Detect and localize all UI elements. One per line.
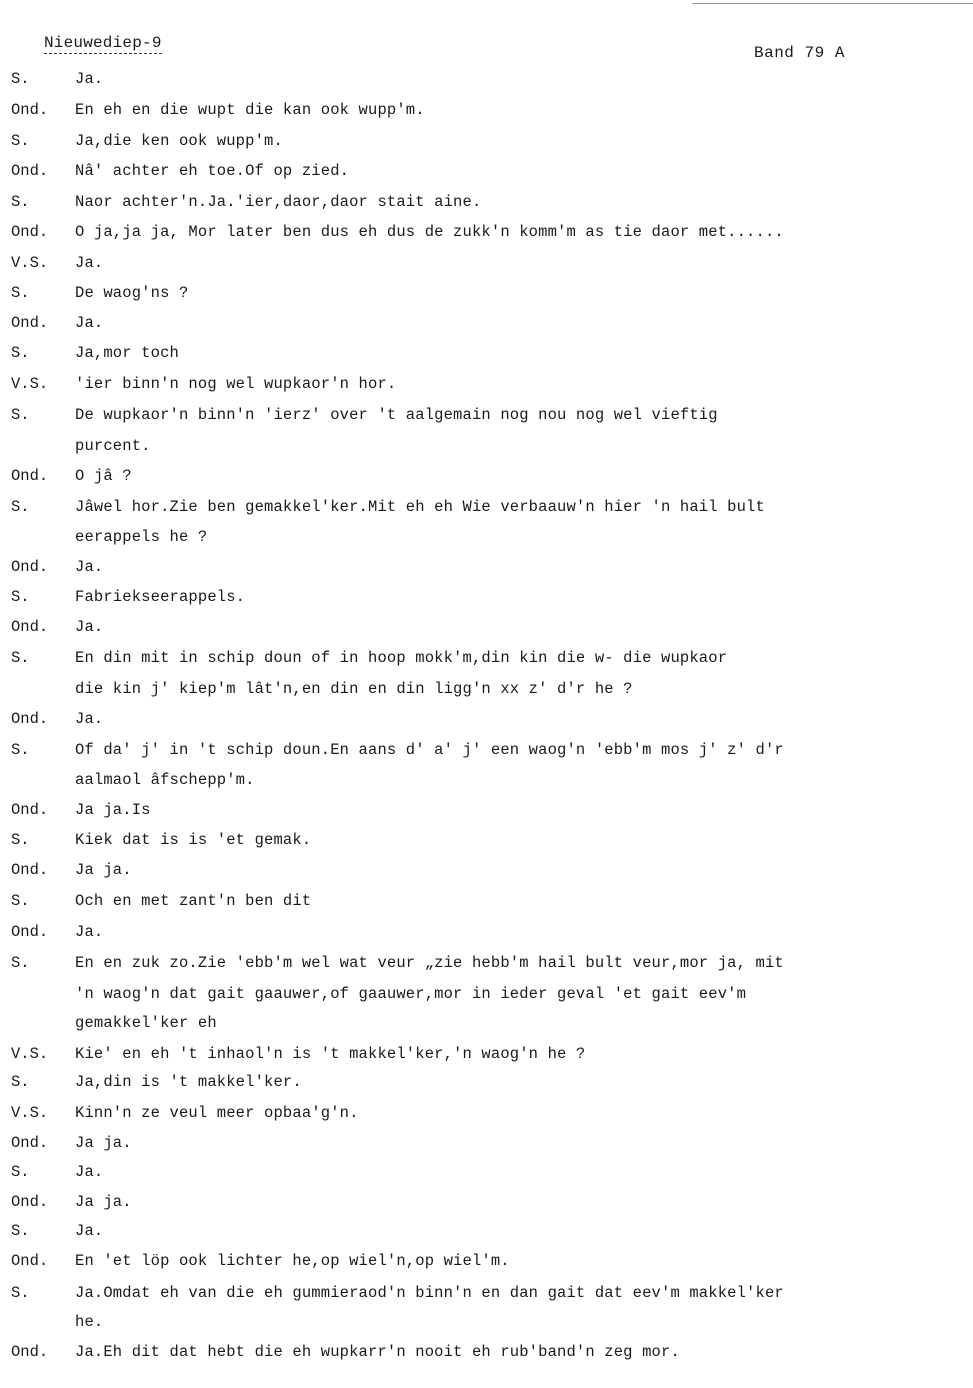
transcript-line [0, 985, 973, 1015]
speaker-label: S. [11, 831, 30, 849]
utterance-text: Ja. [75, 254, 104, 272]
transcript-line [0, 1343, 973, 1373]
utterance-text: En din mit in schip doun of in hoop mokk'm,din kin die w- die wupkaor [75, 649, 728, 667]
transcript-line [0, 801, 973, 831]
transcript-line [0, 528, 973, 558]
utterance-text: Ja. [75, 923, 104, 941]
utterance-text: De waog'ns ? [75, 284, 189, 302]
transcript-line [0, 558, 973, 588]
transcript-line [0, 1193, 973, 1223]
utterance-text: he. [75, 1313, 104, 1331]
speaker-label: Ond. [11, 923, 49, 941]
utterance-text: Jâwel hor.Zie ben gemakkel'ker.Mit eh eh Wie verbaauw'n hier 'n hail bult [75, 498, 765, 516]
transcript-line [0, 1252, 973, 1282]
transcript-line [0, 344, 973, 374]
transcript-line [0, 861, 973, 891]
speaker-label: V.S. [11, 254, 49, 272]
utterance-text: Naor achter'n.Ja.'ier,daor,daor stait aine. [75, 193, 482, 211]
speaker-label: S. [11, 588, 30, 606]
utterance-text: Of da' j' in 't schip doun.En aans d' a' j' een waog'n 'ebb'm mos j' z' d'r [75, 741, 784, 759]
transcript-line [0, 1073, 973, 1103]
transcript-line [0, 1163, 973, 1193]
speaker-label: S. [11, 132, 30, 150]
transcript-line [0, 406, 973, 436]
transcript-line [0, 1104, 973, 1134]
speaker-label: V.S. [11, 375, 49, 393]
transcript-line [0, 954, 973, 984]
utterance-text: En en zuk zo.Zie 'ebb'm wel wat veur „zie hebb'm hail bult veur,mor ja, mit [75, 954, 784, 972]
utterance-text: O ja,ja ja, Mor later ben dus eh dus de zukk'n komm'm as tie daor met...... [75, 223, 784, 241]
speaker-label: Ond. [11, 1343, 49, 1361]
utterance-text: Ja ja. [75, 1134, 132, 1152]
speaker-label: Ond. [11, 101, 49, 119]
transcript-line [0, 1014, 973, 1044]
transcript-line [0, 1045, 973, 1075]
transcript-line [0, 649, 973, 679]
speaker-label: Ond. [11, 801, 49, 819]
utterance-text: Fabriekseerappels. [75, 588, 246, 606]
utterance-text: Ja.Eh dit dat hebt die eh wupkarr'n nooit eh rub'band'n zeg mor. [75, 1343, 680, 1361]
utterance-text: Ja. [75, 710, 104, 728]
utterance-text: 'n waog'n dat gait gaauwer,of gaauwer,mor in ieder geval 'et gait eev'm [75, 985, 747, 1003]
tape-label: Band 79 A [754, 44, 845, 62]
utterance-text: En eh en die wupt die kan ook wupp'm. [75, 101, 425, 119]
speaker-label: S. [11, 284, 30, 302]
transcript-line [0, 588, 973, 618]
speaker-label: V.S. [11, 1104, 49, 1122]
utterance-text: aalmaol âfschepp'm. [75, 771, 255, 789]
speaker-label: Ond. [11, 1252, 49, 1270]
utterance-text: eerappels he ? [75, 528, 208, 546]
utterance-text: Ja ja.Is [75, 801, 151, 819]
speaker-label: S. [11, 1284, 30, 1302]
speaker-label: Ond. [11, 861, 49, 879]
utterance-text: Ja,mor toch [75, 344, 179, 362]
utterance-text: Ja,die ken ook wupp'm. [75, 132, 283, 150]
utterance-text: Ja.Omdat eh van die eh gummieraod'n binn'n en dan gait dat eev'm makkel'ker [75, 1284, 784, 1302]
transcript-line [0, 193, 973, 223]
speaker-label: S. [11, 344, 30, 362]
transcript-line [0, 70, 973, 100]
transcript-line [0, 375, 973, 405]
utterance-text: Nâ' achter eh toe.Of op zied. [75, 162, 350, 180]
utterance-text: De wupkaor'n binn'n 'ierz' over 't aalgemain nog nou nog wel vieftig [75, 406, 718, 424]
speaker-label: S. [11, 406, 30, 424]
utterance-text: Ja. [75, 70, 104, 88]
transcript-line [0, 132, 973, 162]
utterance-text: O jâ ? [75, 467, 132, 485]
speaker-label: Ond. [11, 558, 49, 576]
utterance-text: Ja,din is 't makkel'ker. [75, 1073, 302, 1091]
transcript-line [0, 467, 973, 497]
transcript-line [0, 223, 973, 253]
utterance-text: Ja. [75, 1222, 104, 1240]
utterance-text: Ja ja. [75, 861, 132, 879]
transcript-line [0, 680, 973, 710]
speaker-label: S. [11, 649, 30, 667]
speaker-label: Ond. [11, 314, 49, 332]
speaker-label: S. [11, 498, 30, 516]
speaker-label: Ond. [11, 467, 49, 485]
transcript-line [0, 162, 973, 192]
utterance-text: Kie' en eh 't inhaol'n is 't makkel'ker,'n waog'n he ? [75, 1045, 586, 1063]
speaker-label: S. [11, 193, 30, 211]
speaker-label: S. [11, 1222, 30, 1240]
transcript-line [0, 284, 973, 314]
utterance-text: Och en met zant'n ben dit [75, 892, 312, 910]
speaker-label: Ond. [11, 223, 49, 241]
utterance-text: 'ier binn'n nog wel wupkaor'n hor. [75, 375, 397, 393]
utterance-text: Ja. [75, 1163, 104, 1181]
utterance-text: Ja. [75, 558, 104, 576]
transcript-line [0, 1134, 973, 1164]
transcript-line [0, 314, 973, 344]
transcript-line [0, 741, 973, 771]
utterance-text: purcent. [75, 437, 151, 455]
transcript-line [0, 923, 973, 953]
transcript-line [0, 101, 973, 131]
speaker-label: Ond. [11, 1193, 49, 1211]
utterance-text: Kinn'n ze veul meer opbaa'g'n. [75, 1104, 359, 1122]
transcript-line [0, 437, 973, 467]
utterance-text: die kin j' kiep'm lât'n,en din en din ligg'n xx z' d'r he ? [75, 680, 633, 698]
utterance-text: gemakkel'ker eh [75, 1014, 217, 1032]
utterance-text: Ja. [75, 314, 104, 332]
transcript-line [0, 254, 973, 284]
transcript-line [0, 1313, 973, 1343]
speaker-label: V.S. [11, 1045, 49, 1063]
utterance-text: Ja ja. [75, 1193, 132, 1211]
speaker-label: S. [11, 1163, 30, 1181]
speaker-label: S. [11, 741, 30, 759]
speaker-label: S. [11, 1073, 30, 1091]
transcript-line [0, 831, 973, 861]
speaker-label: S. [11, 954, 30, 972]
transcript-line [0, 710, 973, 740]
transcript-line [0, 618, 973, 648]
transcript-line [0, 498, 973, 528]
document-id-text: Nieuwediep-9 [44, 34, 162, 52]
transcript-line [0, 1284, 973, 1314]
utterance-text: Kiek dat is is 'et gemak. [75, 831, 312, 849]
speaker-label: S. [11, 70, 30, 88]
speaker-label: Ond. [11, 1134, 49, 1152]
speaker-label: Ond. [11, 710, 49, 728]
speaker-label: Ond. [11, 618, 49, 636]
transcript-line [0, 771, 973, 801]
speaker-label: Ond. [11, 162, 49, 180]
transcript-line [0, 1222, 973, 1252]
utterance-text: Ja. [75, 618, 104, 636]
transcript-line [0, 892, 973, 922]
speaker-label: S. [11, 892, 30, 910]
utterance-text: En 'et löp ook lichter he,op wiel'n,op wiel'm. [75, 1252, 510, 1270]
